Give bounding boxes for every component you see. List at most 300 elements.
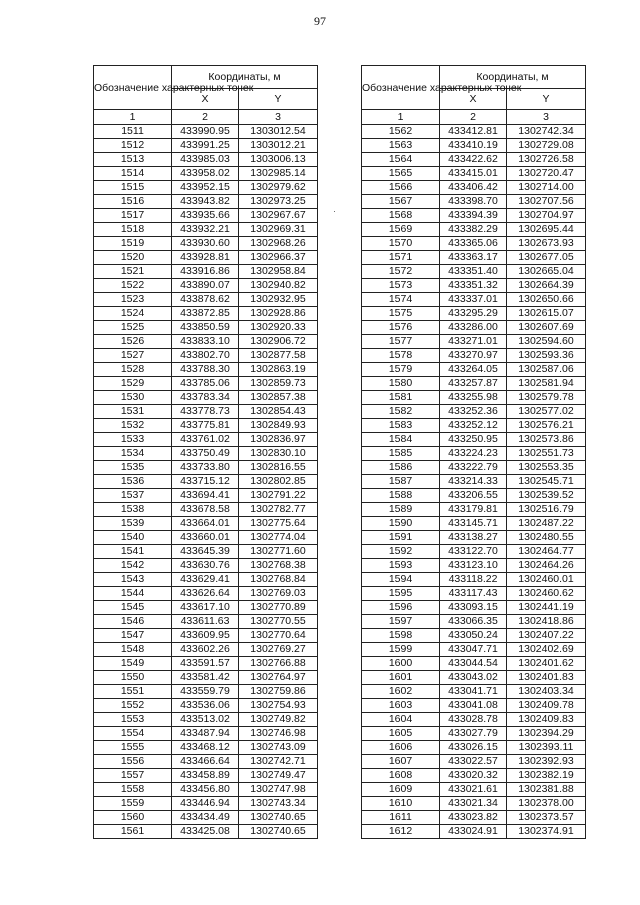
table-row: [362, 251, 586, 265]
point-id-cell: 1567: [362, 195, 440, 209]
y-coordinate-cell: 1302393.11: [507, 741, 586, 755]
point-id-cell: 1610: [362, 797, 440, 811]
point-id-cell: 1541: [94, 545, 172, 559]
y-coordinate-cell: 1302418.86: [507, 615, 586, 629]
table-row: [94, 363, 318, 377]
x-coordinate-cell: 433041.08: [440, 699, 507, 713]
table-row: [94, 223, 318, 237]
x-coordinate-cell: 433581.42: [172, 671, 239, 685]
point-id-cell: 1582: [362, 405, 440, 419]
y-coordinate-cell: 1302594.60: [507, 335, 586, 349]
point-id-cell: 1559: [94, 797, 172, 811]
table-row: [94, 405, 318, 419]
table-row: [362, 545, 586, 559]
point-id-cell: 1547: [94, 629, 172, 643]
y-coordinate-cell: 1302967.67: [239, 209, 318, 223]
y-coordinate-cell: 1302579.78: [507, 391, 586, 405]
table-row: [362, 349, 586, 363]
point-id-cell: 1537: [94, 489, 172, 503]
table-row: [94, 293, 318, 307]
x-coordinate-cell: 433930.60: [172, 237, 239, 251]
y-coordinate-cell: 1302487.22: [507, 517, 586, 531]
coordinates-table-left: [93, 65, 318, 839]
x-coordinate-cell: 433890.07: [172, 279, 239, 293]
point-id-cell: 1555: [94, 741, 172, 755]
header-point-name: Обозначение характерных точек: [94, 66, 172, 110]
point-id-cell: 1527: [94, 349, 172, 363]
point-id-cell: 1577: [362, 335, 440, 349]
table-row: [94, 559, 318, 573]
table-row: [94, 713, 318, 727]
y-coordinate-cell: 1302665.04: [507, 265, 586, 279]
x-coordinate-cell: 433990.95: [172, 125, 239, 139]
y-coordinate-cell: 1302577.02: [507, 405, 586, 419]
point-id-cell: 1597: [362, 615, 440, 629]
x-coordinate-cell: 433047.71: [440, 643, 507, 657]
table-row: [94, 279, 318, 293]
table-row: [362, 391, 586, 405]
x-coordinate-cell: 433850.59: [172, 321, 239, 335]
point-id-cell: 1578: [362, 349, 440, 363]
table-row: [362, 657, 586, 671]
x-coordinate-cell: 433252.12: [440, 419, 507, 433]
point-id-cell: 1593: [362, 559, 440, 573]
x-coordinate-cell: 433410.19: [440, 139, 507, 153]
x-coordinate-cell: 433750.49: [172, 447, 239, 461]
point-id-cell: 1551: [94, 685, 172, 699]
table-row: [94, 195, 318, 209]
x-coordinate-cell: 433138.27: [440, 531, 507, 545]
x-coordinate-cell: 433295.29: [440, 307, 507, 321]
point-id-cell: 1517: [94, 209, 172, 223]
y-coordinate-cell: 1302576.21: [507, 419, 586, 433]
x-coordinate-cell: 433513.02: [172, 713, 239, 727]
x-coordinate-cell: 433778.73: [172, 405, 239, 419]
y-coordinate-cell: 1302857.38: [239, 391, 318, 405]
table-row: [94, 755, 318, 769]
table-row: [94, 433, 318, 447]
table-row: [362, 461, 586, 475]
x-coordinate-cell: 433021.61: [440, 783, 507, 797]
x-coordinate-cell: 433609.95: [172, 629, 239, 643]
table-row: [94, 181, 318, 195]
point-id-cell: 1574: [362, 293, 440, 307]
table-row: [94, 825, 318, 839]
x-coordinate-cell: 433733.80: [172, 461, 239, 475]
x-coordinate-cell: 433351.32: [440, 279, 507, 293]
point-id-cell: 1611: [362, 811, 440, 825]
y-coordinate-cell: 1302392.93: [507, 755, 586, 769]
point-id-cell: 1550: [94, 671, 172, 685]
y-coordinate-cell: 1302836.97: [239, 433, 318, 447]
table-row: [94, 671, 318, 685]
point-id-cell: 1576: [362, 321, 440, 335]
y-coordinate-cell: 1302650.66: [507, 293, 586, 307]
y-coordinate-cell: 1302707.56: [507, 195, 586, 209]
x-coordinate-cell: 433264.05: [440, 363, 507, 377]
table-row: [94, 251, 318, 265]
y-coordinate-cell: 1302664.39: [507, 279, 586, 293]
y-coordinate-cell: 1302920.33: [239, 321, 318, 335]
y-coordinate-cell: 1302729.08: [507, 139, 586, 153]
y-coordinate-cell: 1302969.31: [239, 223, 318, 237]
table-row: [362, 643, 586, 657]
y-coordinate-cell: 1302940.82: [239, 279, 318, 293]
table-row: [362, 265, 586, 279]
table-row: [362, 727, 586, 741]
point-id-cell: 1575: [362, 307, 440, 321]
x-coordinate-cell: 433715.12: [172, 475, 239, 489]
x-coordinate-cell: 433928.81: [172, 251, 239, 265]
point-id-cell: 1532: [94, 419, 172, 433]
y-coordinate-cell: 1303012.54: [239, 125, 318, 139]
y-coordinate-cell: 1302551.73: [507, 447, 586, 461]
table-row: [94, 573, 318, 587]
y-coordinate-cell: 1302615.07: [507, 307, 586, 321]
point-id-cell: 1569: [362, 223, 440, 237]
table-row: [94, 517, 318, 531]
table-row: [362, 139, 586, 153]
header-col1-number: 1: [362, 110, 440, 125]
y-coordinate-cell: 1302409.83: [507, 713, 586, 727]
point-id-cell: 1580: [362, 377, 440, 391]
point-id-cell: 1585: [362, 447, 440, 461]
x-coordinate-cell: 433026.15: [440, 741, 507, 755]
table-row: [362, 825, 586, 839]
table-row: [362, 699, 586, 713]
x-coordinate-cell: 433020.32: [440, 769, 507, 783]
y-coordinate-cell: 1302742.34: [507, 125, 586, 139]
table-row: [362, 321, 586, 335]
page-number: 97: [314, 14, 326, 28]
y-coordinate-cell: 1302553.35: [507, 461, 586, 475]
table-row: [362, 489, 586, 503]
point-id-cell: 1552: [94, 699, 172, 713]
point-id-cell: 1583: [362, 419, 440, 433]
table-row: [362, 671, 586, 685]
point-id-cell: 1531: [94, 405, 172, 419]
table-row: [362, 433, 586, 447]
y-coordinate-cell: 1302928.86: [239, 307, 318, 321]
y-coordinate-cell: 1302464.26: [507, 559, 586, 573]
x-coordinate-cell: 433591.57: [172, 657, 239, 671]
y-coordinate-cell: 1302742.71: [239, 755, 318, 769]
x-coordinate-cell: 433365.06: [440, 237, 507, 251]
point-id-cell: 1609: [362, 783, 440, 797]
table-row: [362, 769, 586, 783]
y-coordinate-cell: 1302759.86: [239, 685, 318, 699]
header-coordinates: Координаты, м: [172, 66, 318, 89]
point-id-cell: 1587: [362, 475, 440, 489]
header-col2-number: 2: [440, 110, 507, 125]
point-id-cell: 1539: [94, 517, 172, 531]
table-row: [362, 195, 586, 209]
x-coordinate-cell: 433028.78: [440, 713, 507, 727]
y-coordinate-cell: 1302754.93: [239, 699, 318, 713]
point-id-cell: 1548: [94, 643, 172, 657]
table-row: [94, 685, 318, 699]
y-coordinate-cell: 1302374.91: [507, 825, 586, 839]
x-coordinate-cell: 433761.02: [172, 433, 239, 447]
y-coordinate-cell: 1302749.82: [239, 713, 318, 727]
x-coordinate-cell: 433487.94: [172, 727, 239, 741]
point-id-cell: 1535: [94, 461, 172, 475]
table-row: [94, 503, 318, 517]
point-id-cell: 1602: [362, 685, 440, 699]
x-coordinate-cell: 433878.62: [172, 293, 239, 307]
y-coordinate-cell: 1302743.34: [239, 797, 318, 811]
table-row: [362, 335, 586, 349]
y-coordinate-cell: 1302480.55: [507, 531, 586, 545]
table-row: [362, 811, 586, 825]
y-coordinate-cell: 1302770.64: [239, 629, 318, 643]
table-row: [94, 489, 318, 503]
y-coordinate-cell: 1302768.38: [239, 559, 318, 573]
point-id-cell: 1514: [94, 167, 172, 181]
table-row: [362, 713, 586, 727]
x-coordinate-cell: 433255.98: [440, 391, 507, 405]
y-coordinate-cell: 1302802.85: [239, 475, 318, 489]
x-coordinate-cell: 433958.02: [172, 167, 239, 181]
y-coordinate-cell: 1302460.01: [507, 573, 586, 587]
table-row: [94, 125, 318, 139]
stray-mark: ·: [333, 206, 336, 216]
x-coordinate-cell: 433788.30: [172, 363, 239, 377]
table-row: [94, 797, 318, 811]
x-coordinate-cell: 433833.10: [172, 335, 239, 349]
y-coordinate-cell: 1302932.95: [239, 293, 318, 307]
point-id-cell: 1519: [94, 237, 172, 251]
point-id-cell: 1556: [94, 755, 172, 769]
table-row: [94, 783, 318, 797]
table-row: [362, 587, 586, 601]
x-coordinate-cell: 433678.58: [172, 503, 239, 517]
y-coordinate-cell: 1302403.34: [507, 685, 586, 699]
table-row: [362, 419, 586, 433]
table-row: [94, 335, 318, 349]
table-row: [362, 601, 586, 615]
x-coordinate-cell: 433694.41: [172, 489, 239, 503]
y-coordinate-cell: 1302747.98: [239, 783, 318, 797]
table-row: [94, 307, 318, 321]
header-point-name: Обозначение характерных точек: [362, 66, 440, 110]
y-coordinate-cell: 1302726.58: [507, 153, 586, 167]
table-row: [362, 755, 586, 769]
y-coordinate-cell: 1302409.78: [507, 699, 586, 713]
point-id-cell: 1584: [362, 433, 440, 447]
table-row: [94, 699, 318, 713]
y-coordinate-cell: 1302774.04: [239, 531, 318, 545]
table-row: [94, 531, 318, 545]
table-body-right: [362, 125, 586, 839]
y-coordinate-cell: 1302607.69: [507, 321, 586, 335]
x-coordinate-cell: 433337.01: [440, 293, 507, 307]
point-id-cell: 1603: [362, 699, 440, 713]
x-coordinate-cell: 433775.81: [172, 419, 239, 433]
x-coordinate-cell: 433044.54: [440, 657, 507, 671]
point-id-cell: 1592: [362, 545, 440, 559]
header-x: X: [440, 89, 507, 110]
point-id-cell: 1553: [94, 713, 172, 727]
point-id-cell: 1518: [94, 223, 172, 237]
table-row: [362, 615, 586, 629]
y-coordinate-cell: 1302816.55: [239, 461, 318, 475]
point-id-cell: 1544: [94, 587, 172, 601]
x-coordinate-cell: 433122.70: [440, 545, 507, 559]
x-coordinate-cell: 433802.70: [172, 349, 239, 363]
x-coordinate-cell: 433382.29: [440, 223, 507, 237]
y-coordinate-cell: 1302695.44: [507, 223, 586, 237]
x-coordinate-cell: 433630.76: [172, 559, 239, 573]
table-row: [362, 279, 586, 293]
table-body-left: [94, 125, 318, 839]
x-coordinate-cell: 433785.06: [172, 377, 239, 391]
y-coordinate-cell: 1302766.88: [239, 657, 318, 671]
x-coordinate-cell: 433286.00: [440, 321, 507, 335]
x-coordinate-cell: 433617.10: [172, 601, 239, 615]
y-coordinate-cell: 1302539.52: [507, 489, 586, 503]
x-coordinate-cell: 433027.79: [440, 727, 507, 741]
header-col3-number: 3: [507, 110, 586, 125]
x-coordinate-cell: 433991.25: [172, 139, 239, 153]
x-coordinate-cell: 433664.01: [172, 517, 239, 531]
table-row: [94, 657, 318, 671]
table-row: [362, 517, 586, 531]
x-coordinate-cell: 433117.43: [440, 587, 507, 601]
table-row: [94, 377, 318, 391]
table-row: [94, 167, 318, 181]
x-coordinate-cell: 433093.15: [440, 601, 507, 615]
table-row: [94, 475, 318, 489]
y-coordinate-cell: 1302587.06: [507, 363, 586, 377]
point-id-cell: 1586: [362, 461, 440, 475]
y-coordinate-cell: 1302573.86: [507, 433, 586, 447]
y-coordinate-cell: 1302378.00: [507, 797, 586, 811]
x-coordinate-cell: 433351.40: [440, 265, 507, 279]
table-row: [94, 811, 318, 825]
table-row: [362, 573, 586, 587]
y-coordinate-cell: 1302673.93: [507, 237, 586, 251]
point-id-cell: 1520: [94, 251, 172, 265]
point-id-cell: 1511: [94, 125, 172, 139]
x-coordinate-cell: 433446.94: [172, 797, 239, 811]
y-coordinate-cell: 1302770.89: [239, 601, 318, 615]
point-id-cell: 1573: [362, 279, 440, 293]
table-row: [94, 643, 318, 657]
x-coordinate-cell: 433611.63: [172, 615, 239, 629]
x-coordinate-cell: 433422.62: [440, 153, 507, 167]
point-id-cell: 1563: [362, 139, 440, 153]
point-id-cell: 1533: [94, 433, 172, 447]
y-coordinate-cell: 1302863.19: [239, 363, 318, 377]
point-id-cell: 1605: [362, 727, 440, 741]
y-coordinate-cell: 1302373.57: [507, 811, 586, 825]
point-id-cell: 1604: [362, 713, 440, 727]
y-coordinate-cell: 1302593.36: [507, 349, 586, 363]
point-id-cell: 1536: [94, 475, 172, 489]
x-coordinate-cell: 433118.22: [440, 573, 507, 587]
y-coordinate-cell: 1302401.83: [507, 671, 586, 685]
point-id-cell: 1529: [94, 377, 172, 391]
x-coordinate-cell: 433466.64: [172, 755, 239, 769]
point-id-cell: 1612: [362, 825, 440, 839]
x-coordinate-cell: 433023.82: [440, 811, 507, 825]
y-coordinate-cell: 1302704.97: [507, 209, 586, 223]
y-coordinate-cell: 1302460.62: [507, 587, 586, 601]
table-row: [94, 209, 318, 223]
x-coordinate-cell: 433412.81: [440, 125, 507, 139]
point-id-cell: 1591: [362, 531, 440, 545]
header-y: Y: [507, 89, 586, 110]
y-coordinate-cell: 1302382.19: [507, 769, 586, 783]
table-row: [94, 769, 318, 783]
table-row: [94, 153, 318, 167]
y-coordinate-cell: 1302768.84: [239, 573, 318, 587]
point-id-cell: 1566: [362, 181, 440, 195]
point-id-cell: 1554: [94, 727, 172, 741]
x-coordinate-cell: 433224.23: [440, 447, 507, 461]
point-id-cell: 1564: [362, 153, 440, 167]
table-row: [94, 447, 318, 461]
point-id-cell: 1595: [362, 587, 440, 601]
point-id-cell: 1525: [94, 321, 172, 335]
table-row: [94, 419, 318, 433]
point-id-cell: 1598: [362, 629, 440, 643]
header-col2-number: 2: [172, 110, 239, 125]
point-id-cell: 1521: [94, 265, 172, 279]
table-row: [94, 139, 318, 153]
x-coordinate-cell: 433645.39: [172, 545, 239, 559]
y-coordinate-cell: 1302740.65: [239, 825, 318, 839]
point-id-cell: 1538: [94, 503, 172, 517]
y-coordinate-cell: 1302743.09: [239, 741, 318, 755]
table-row: [362, 531, 586, 545]
x-coordinate-cell: 433932.21: [172, 223, 239, 237]
y-coordinate-cell: 1302966.37: [239, 251, 318, 265]
y-coordinate-cell: 1302441.19: [507, 601, 586, 615]
x-coordinate-cell: 433468.12: [172, 741, 239, 755]
y-coordinate-cell: 1302775.64: [239, 517, 318, 531]
x-coordinate-cell: 433206.55: [440, 489, 507, 503]
point-id-cell: 1545: [94, 601, 172, 615]
x-coordinate-cell: 433179.81: [440, 503, 507, 517]
table-row: [362, 363, 586, 377]
x-coordinate-cell: 433935.66: [172, 209, 239, 223]
table-row: [362, 629, 586, 643]
table-row: [362, 167, 586, 181]
y-coordinate-cell: 1302906.72: [239, 335, 318, 349]
table-row: [362, 559, 586, 573]
x-coordinate-cell: 433270.97: [440, 349, 507, 363]
y-coordinate-cell: 1302769.03: [239, 587, 318, 601]
point-id-cell: 1565: [362, 167, 440, 181]
table-row: [362, 293, 586, 307]
y-coordinate-cell: 1302985.14: [239, 167, 318, 181]
x-coordinate-cell: 433398.70: [440, 195, 507, 209]
y-coordinate-cell: 1302849.93: [239, 419, 318, 433]
point-id-cell: 1607: [362, 755, 440, 769]
table-row: [362, 181, 586, 195]
table-row: [362, 209, 586, 223]
table-row: [362, 153, 586, 167]
x-coordinate-cell: 433536.06: [172, 699, 239, 713]
x-coordinate-cell: 433456.80: [172, 783, 239, 797]
header-col3-number: 3: [239, 110, 318, 125]
y-coordinate-cell: 1302830.10: [239, 447, 318, 461]
y-coordinate-cell: 1302877.58: [239, 349, 318, 363]
table-row: [362, 307, 586, 321]
x-coordinate-cell: 433943.82: [172, 195, 239, 209]
